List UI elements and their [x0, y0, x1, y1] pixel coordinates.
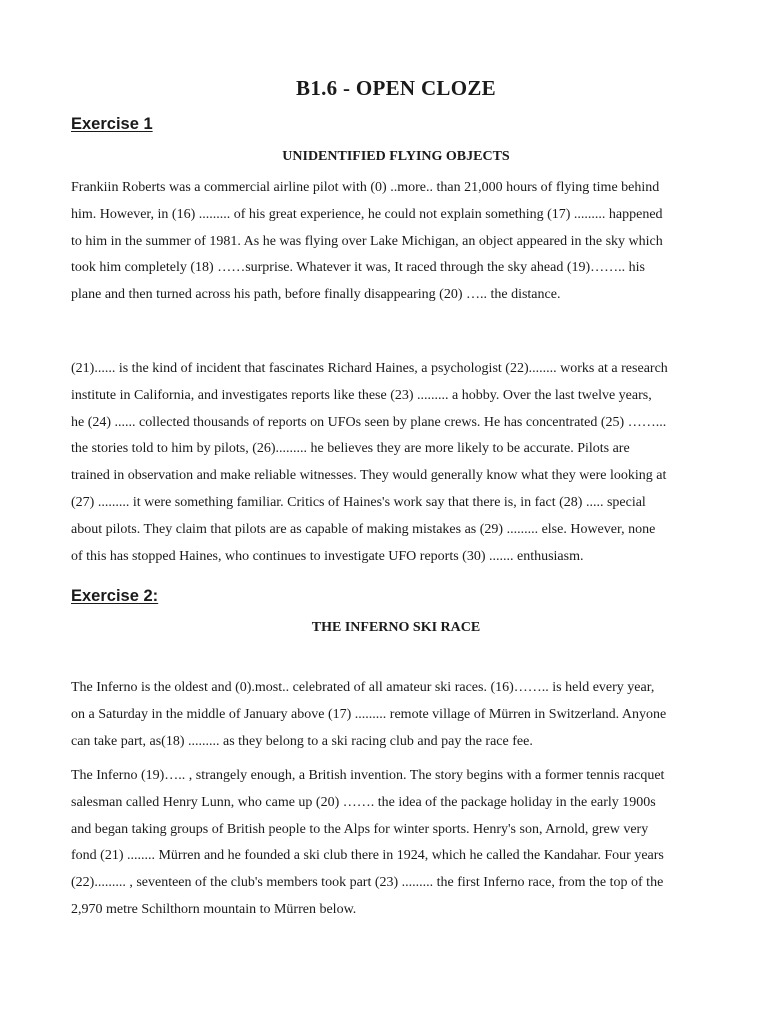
text-line: can take part, as(18) ......... as they belong to a ski racing club and pay the race fee. — [71, 733, 533, 749]
text-line: The Inferno is the oldest and (0).most.. celebrated of all amateur ski races. (16)…….. is held every year, — [71, 680, 655, 695]
text-line: about pilots. They claim that pilots are as capable of making mistakes as (29) ......... else. However, none — [71, 521, 656, 537]
text-line: (22)......... , seventeen of the club's members took part (23) ......... the first Inferno race, from the top of the — [71, 875, 664, 891]
text-line: of this has stopped Haines, who continues to investigate UFO reports (30) ....... enthusiasm. — [71, 548, 584, 564]
text-line: plane and then turned across his path, before finally disappearing (20) ….. the distance. — [71, 287, 561, 303]
text-line: The Inferno (19)….. , strangely enough, a British invention. The story begins with a former tennis racquet — [71, 768, 665, 783]
exercise-1-paragraph-1 — [71, 175, 721, 309]
text-line: he (24) ...... collected thousands of reports on UFOs seen by plane crews. He has concentrated (25) ……... — [71, 414, 667, 430]
text-line: the stories told to him by pilots, (26)......... he believes they are more likely to be accurate. Pilots are — [71, 441, 630, 457]
text-line: to him in the summer of 1981. As he was flying over Lake Michigan, an object appeared in the sky which — [71, 233, 663, 249]
exercise-2-paragraph-1 — [71, 675, 721, 755]
text-line: him. However, in (16) ......... of his great experience, he could not explain something (17) ......... happened — [71, 206, 663, 222]
text-line: (21)...... is the kind of incident that fascinates Richard Haines, a psychologist (22)........ works at a research — [71, 361, 668, 376]
exercise-1-title: UNIDENTIFIED FLYING OBJECTS — [282, 149, 510, 164]
exercise-2-heading: Exercise 2: — [71, 587, 159, 605]
text-line: fond (21) ........ Mürren and he founded a ski club there in 1924, which he called the Kandahar. Four years — [71, 848, 664, 864]
document-title: B1.6 - OPEN CLOZE — [296, 76, 496, 100]
text-line: institute in California, and investigates reports like these (23) ......... a hobby. Over the last twelve years, — [71, 387, 652, 403]
text-line: on a Saturday in the middle of January above (17) ......... remote village of Mürren in Switzerland. Anyone — [71, 706, 667, 722]
text-line: (27) ......... it were something familiar. Critics of Haines's work say that there is, in fact (28) ..... special — [71, 494, 646, 510]
text-line: salesman called Henry Lunn, who came up (20) ……. the idea of the package holiday in the early 1900s — [71, 794, 656, 810]
text-line: took him completely (18) ……surprise. Whatever it was, It raced through the sky ahead (19)…….. his — [71, 260, 645, 276]
exercise-1-heading: Exercise 1 — [71, 115, 153, 133]
exercise-2-paragraph-2 — [71, 763, 721, 924]
exercise-2-title: THE INFERNO SKI RACE — [311, 620, 481, 635]
text-line: trained in observation and make reliable witnesses. They would generally know what they were looking at — [71, 468, 667, 484]
exercise-1-paragraph-2 — [71, 356, 721, 570]
text-line: and began taking groups of British people to the Alps for winter sports. Henry's son, Arnold, grew very — [71, 821, 649, 837]
text-line: 2,970 metre Schilthorn mountain to Mürren below. — [71, 901, 357, 917]
text-line: Frankiin Roberts was a commercial airline pilot with (0) ..more.. than 21,000 hours of flying time behind — [71, 180, 660, 195]
